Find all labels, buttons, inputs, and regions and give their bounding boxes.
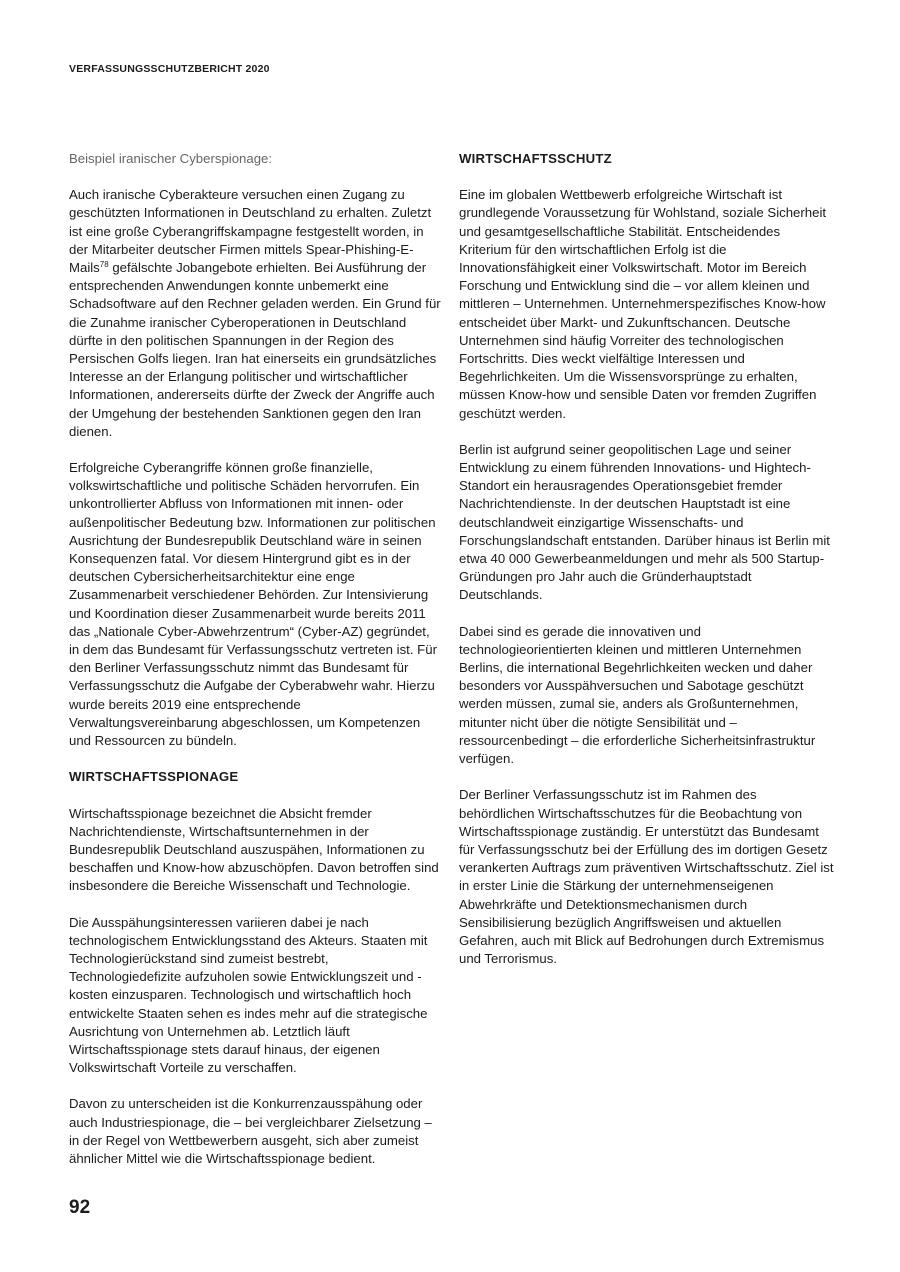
page-number: 92 [69, 1197, 91, 1218]
section-heading-wirtschaftsspionage: WIRTSCHAFTSSPIONAGE [69, 769, 239, 785]
paragraph-cyberangriffe: Erfolgreiche Cyberangriffe können große finanzielle, volkswirtschaftliche und politische Schäden hervorrufen. Ein unkontrollierter Abfluss von Informationen mit innen- oder außenpolitischer Bedeutung bzw. Informationen zur politischen Ausrichtung der Bundesrepublik Deutschland wäre in seinen Konsequenzen fatal. Vor diesem Hintergrund gibt es in der deutschen Cybersicherheitsarchitektur eine enge Zusammenarbeit verschiedener Behörden. Zur Intensivierung und Koordination dieser Zusammenarbeit wurde bereits 2011 das „Nationale Cyber-Abwehrzentrum“ (Cyber-AZ) gegründet, in dem das Bundesamt für Verfassungsschutz vertreten ist. Für den Berliner Verfassungsschutz nimmt das Bundesamt für Verfassungsschutz die Aufgabe der Cyberabwehr wahr. Hierzu wurde bereits 2019 eine entsprechende Verwaltungsvereinbarung abgeschlossen, um Kompetenzen und Ressourcen zu bündeln. [69, 460, 437, 749]
left-column [69, 150, 441, 1186]
running-header: VERFASSUNGSSCHUTZBERICHT 2020 [69, 63, 270, 75]
example-label: Beispiel iranischer Cyberspionage: [69, 151, 273, 166]
paragraph-iran-cyberspionage [69, 186, 441, 441]
right-column [459, 150, 834, 986]
paragraph-ausspaehungsinteressen: Die Ausspähungsinteressen variieren dabei je nach technologischem Entwicklungsstand des Akteurs. Staaten mit Technologierückstand sind zumeist bestrebt, Technologiedefizite aufzuholen sowie Entwicklungszeit und -kosten einzusparen. Technologisch und wirtschaftlich hoch entwickelte Staaten sehen es indes mehr auf die strategische Ausrichtung von Unternehmen ab. Letztlich läuft Wirtschaftsspionage stets darauf hinaus, der eigenen Volkswirtschaft Vorteile zu verschaffen. [69, 914, 428, 1076]
paragraph-text: gefälschte Jobangebote erhielten. Bei Ausführung der entsprechenden Anwendungen konnte unbemerkt eine Schadsoftware auf den Rechner geladen werden. Ein Grund für die Zunahme iranischer Cyberoperationen in Deutschland dürfte in den politischen Spannungen in der Region des Persischen Golfs liegen. Iran hat einerseits ein grundsätzliches Interesse an der Erlangung politischer und wirtschaftlicher Informationen, andererseits dürfte der Zweck der Angriffe auch der Umgehung der bestehenden Sanktionen gegen den Iran dienen. [69, 260, 441, 439]
section-heading-wirtschaftsschutz: WIRTSCHAFTSSCHUTZ [459, 151, 612, 166]
paragraph-text: Auch iranische Cyberakteure versuchen einen Zugang zu geschützten Informationen in Deutschland zu erhalten. Zuletzt ist eine große Cyberangriffskampagne festgestellt worden, in der Mitarbeiter deutscher Firmen mittels Spear-Phishing-E-Mails [69, 187, 432, 276]
paragraph-berliner-verfassungsschutz: Der Berliner Verfassungsschutz ist im Rahmen des behördlichen Wirtschaftsschutzes für die Beobachtung von Wirtschaftsspionage zuständig. Er unterstützt das Bundesamt für Verfassungsschutz bei der Erfüllung des im dortigen Gesetz verankerten Auftrags zum präventiven Wirtschaftsschutz. Ziel ist in erster Linie die Stärkung der unternehmenseigenen Abwehrkräfte und Detektionsmechanismen durch Sensibilisierung bezüglich Angriffsweisen und aktuellen Gefahren, auch mit Blick auf Bedrohungen durch Extremismus und Terrorismus. [459, 787, 834, 967]
footnote-reference: 78 [99, 260, 109, 270]
paragraph-berlin: Berlin ist aufgrund seiner geopolitischen Lage und seiner Entwicklung zu einem führenden Innovations- und Hightech-Standort ein herausragendes Operationsgebiet fremder Nachrichtendienste. In der deutschen Hauptstadt ist eine deutschlandweit einzigartige Wissenschafts- und Forschungslandschaft entstanden. Darüber hinaus ist Berlin mit etwa 40 000 Gewerbeanmeldungen und mehr als 500 Startup-Gründungen pro Jahr auch die Gründerhauptstadt Deutschlands. [459, 441, 830, 603]
paragraph-wettbewerb: Eine im globalen Wettbewerb erfolgreiche Wirtschaft ist grundlegende Voraussetzung für Wohlstand, soziale Sicherheit und gesamtgesellschaftliche Stabilität. Entscheidendes Kriterium für den wirtschaftlichen Erfolg ist die Innovationsfähigkeit einer Volkswirtschaft. Motor im Bereich Forschung und Entwicklung sind die – vor allem kleinen und mittleren – Unternehmen. Unternehmerspezifisches Know-how entscheidet über Markt- und Zukunftschancen. Deutsche Unternehmen sind häufig Vorreiter des technologischen Fortschritts. Dies weckt vielfältige Interessen und Begehrlichkeiten. Um die Wissensvorsprünge zu erhalten, müssen Know-how und sensible Daten vor fremden Zugriffen geschützt werden. [459, 187, 827, 421]
paragraph-kmu: Dabei sind es gerade die innovativen und technologieorientierten kleinen und mittleren Unternehmen Berlins, die international Begehrlichkeiten wecken und daher besonders vor Ausspähversuchen und Sabotage geschützt werden müssen, zumal sie, anders als Großunternehmen, mitunter nicht über die nötigte Sensibilität und – ressourcenbedingt – die erforderliche Sicherheitsinfrastruktur verfügen. [459, 623, 816, 767]
paragraph-definition: Wirtschaftsspionage bezeichnet die Absicht fremder Nachrichtendienste, Wirtschaftsunternehmen in der Bundesrepublik Deutschland auszuspähen, Informationen zu beschaffen und Know-how abzuschöpfen. Davon betroffen sind insbesondere die Bereiche Wissenschaft und Technologie. [69, 805, 439, 894]
paragraph-konkurrenzausspaehung: Davon zu unterscheiden ist die Konkurrenzausspähung oder auch Industriespionage, die – bei vergleichbarer Zielsetzung – in der Regel von Wettbewerbern ausgeht, sich aber zumeist ähnlicher Mittel wie die Wirtschaftsspionage bedient. [69, 1096, 432, 1166]
